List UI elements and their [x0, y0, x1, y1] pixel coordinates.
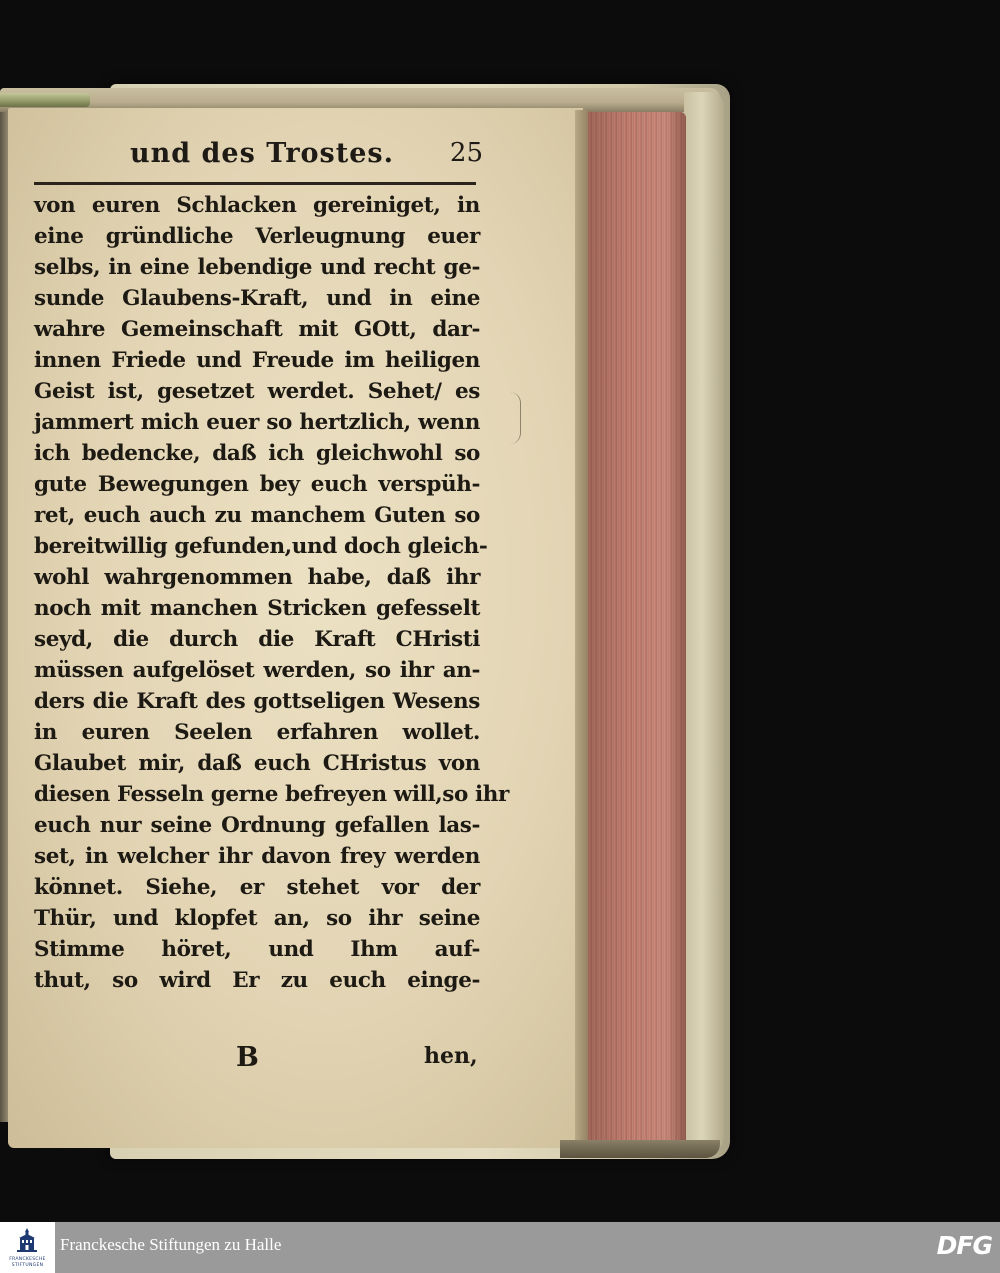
running-head: und des Trostes.: [130, 138, 395, 169]
header-rule: [34, 182, 476, 185]
text-line: noch mit manchen Stricken gefesselt: [34, 596, 480, 621]
book-bottom-edge: [560, 1140, 720, 1158]
page-edges-shading: [588, 112, 686, 1152]
text-line: sunde Glaubens-Kraft, und in eine: [34, 286, 480, 311]
text-line: Geist ist, gesetzet werdet. Sehet/ es: [34, 379, 480, 404]
text-line: ich bedencke, daß ich gleichwohl so: [34, 441, 480, 466]
catchword: hen,: [424, 1043, 478, 1069]
page-number: 25: [449, 138, 483, 168]
text-line: thut, so wird Er zu euch einge-: [34, 968, 480, 993]
text-line: könnet. Siehe, er stehet vor der: [34, 875, 480, 900]
franckesche-stiftungen-logo-icon: [17, 1228, 37, 1254]
footer-title[interactable]: Franckesche Stiftungen zu Halle: [60, 1235, 282, 1254]
text-line: Stimme höret, und Ihm auf-: [34, 937, 480, 962]
text-line: Glaubet mir, daß euch CHristus von: [34, 751, 480, 776]
text-line: ret, euch auch zu manchem Guten so: [34, 503, 480, 528]
text-line: wohl wahrgenommen habe, daß ihr: [34, 565, 480, 590]
text-line: müssen aufgelöset werden, so ihr an-: [34, 658, 480, 683]
text-line: gute Bewegungen bey euch verspüh-: [34, 472, 480, 497]
text-line: Thür, und klopfet an, so ihr seine: [34, 906, 480, 931]
signature-mark: B: [236, 1042, 259, 1073]
footer-bar: [0, 1222, 1000, 1273]
text-line: diesen Fesseln gerne befreyen will,so ihr: [34, 782, 509, 807]
text-line: set, in welcher ihr davon frey werden: [34, 844, 480, 869]
text-line: von euren Schlacken gereiniget, in: [34, 193, 480, 218]
text-line: ders die Kraft des gottseligen Wesens: [34, 689, 480, 714]
text-line: wahre Gemeinschaft mit GOtt, dar-: [34, 317, 480, 342]
text-line: innen Friede und Freude im heiligen: [34, 348, 480, 373]
text-line: jammert mich euer so hertzlich, wenn: [34, 410, 480, 435]
text-line: eine gründliche Verleugnung euer: [34, 224, 480, 249]
dfg-logo[interactable]: DFG: [936, 1231, 992, 1260]
text-line: seyd, die durch die Kraft CHristi: [34, 627, 480, 652]
book-spine-right: [684, 92, 724, 1154]
footer-logo[interactable]: [0, 1222, 55, 1273]
text-line: selbs, in eine lebendige und recht ge-: [34, 255, 480, 280]
page-header: [30, 138, 485, 178]
text-line: in euren Seelen erfahren wollet.: [34, 720, 480, 745]
book-clasp: [0, 93, 90, 107]
text-line: bereitwillig gefunden,und doch gleich-: [34, 534, 488, 559]
margin-pencil-mark: [510, 392, 521, 444]
logo-text: FRANCKESCHE STIFTUNGEN: [9, 1257, 46, 1268]
text-line: euch nur seine Ordnung gefallen las-: [34, 813, 480, 838]
body-text: [34, 190, 509, 996]
